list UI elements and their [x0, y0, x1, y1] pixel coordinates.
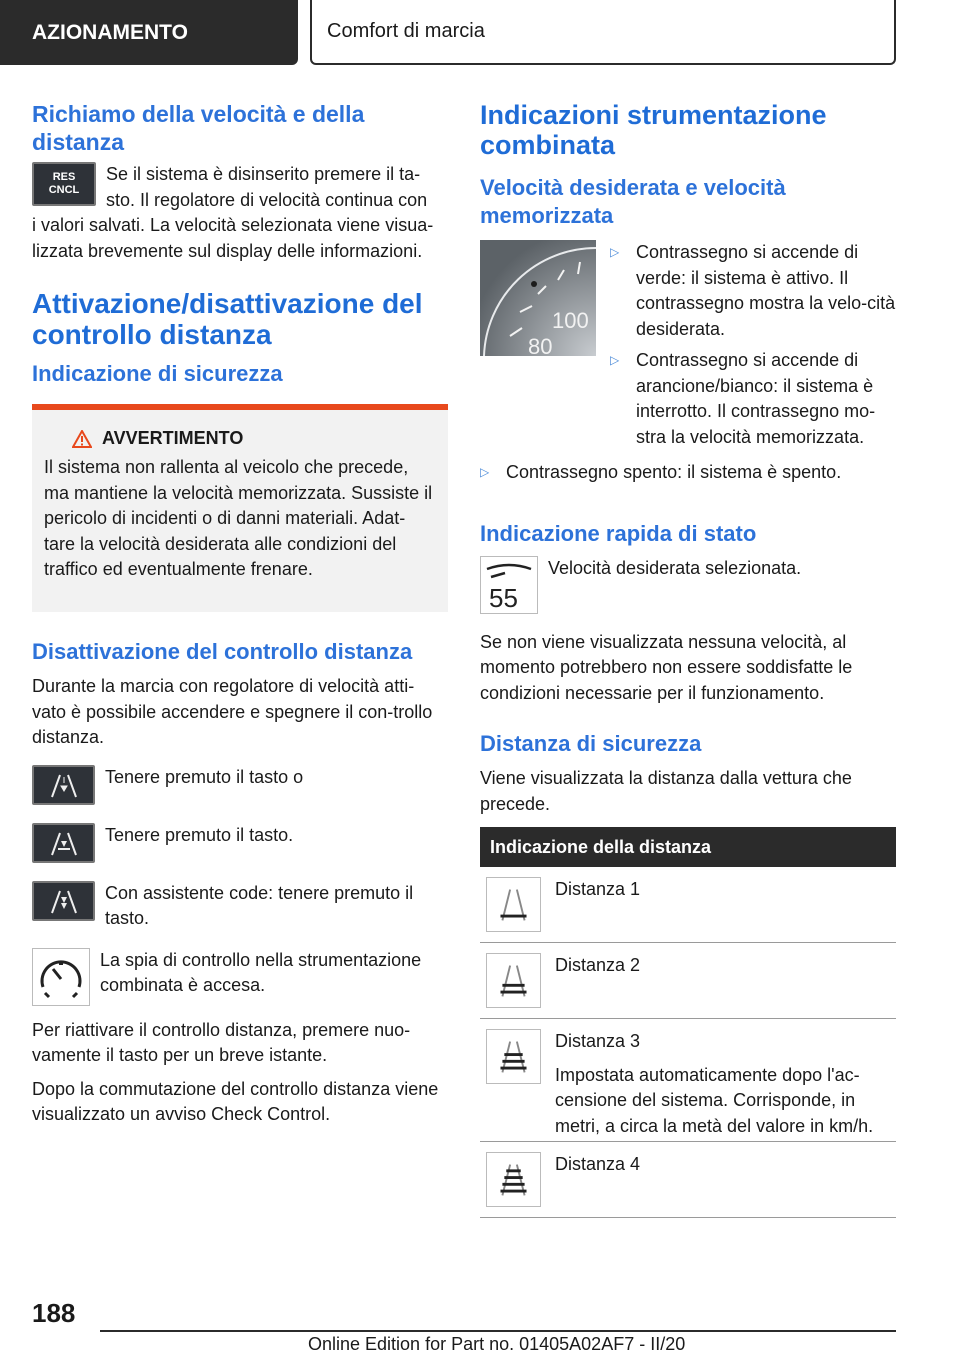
deactivate-heading: Disattivazione del controllo distanza	[32, 639, 413, 664]
quick-status-text: Velocità desiderata selezionata.	[548, 557, 802, 578]
page-number: 188	[32, 1298, 76, 1328]
distance-intro: Viene visualizzata la distanza dalla vettura che precede.	[480, 768, 852, 814]
footer-divider	[100, 1330, 896, 1332]
distance-control-indicator-icon	[32, 948, 90, 1006]
set-speed-indicator-icon	[480, 556, 538, 614]
section-tab: AZIONAMENTO	[0, 0, 298, 65]
distance-1-label: Distanza 1	[555, 879, 641, 899]
resume-cancel-button-icon	[32, 162, 96, 206]
recall-lead: Se il sistema è disinserito premere il ta-	[106, 164, 421, 184]
distance-3-icon	[486, 1029, 541, 1084]
recall-body: i valori salvati. La velocità selezionata viene visua-lizzata brevemente sul display delle informazioni.	[32, 215, 434, 261]
quick-status-note: Se non viene visualizzata nessuna velocità, al momento potrebbero non essere soddisfatte le condizioni necessarie per il funzionamento.	[480, 631, 853, 703]
cluster-heading: Indicazioni strumentazione combinata	[480, 100, 827, 160]
step-2-text: Tenere premuto il tasto.	[105, 824, 294, 845]
speed-heading: Velocità desiderata e velocità memorizzata	[480, 175, 786, 228]
cancel-label: CNCL	[48, 184, 80, 196]
distance-1-icon	[486, 877, 541, 932]
quick-status-heading: Indicazione rapida di stato	[480, 520, 757, 546]
distance-table-header: Indicazione della distanza	[480, 827, 896, 867]
bullet-triangle-icon: ▷	[480, 465, 490, 479]
step-1-text: Tenere premuto il tasto o	[105, 766, 304, 787]
quick-icon-number: 55	[489, 582, 518, 613]
gauge-section	[480, 240, 896, 450]
distance-4-label: Distanza 4	[555, 1154, 641, 1174]
bullet-triangle-icon: ▷	[610, 353, 620, 367]
page-header	[0, 0, 960, 65]
resume-row	[32, 162, 448, 213]
table-row	[480, 943, 896, 1019]
recall-heading: Richiamo della velocità e della distanza	[32, 101, 365, 155]
distance-2-label: Distanza 2	[555, 955, 641, 975]
step-3-text: Con assistente code: tenere premuto il tasto.	[105, 882, 414, 928]
resume-label: RES	[52, 171, 76, 183]
distance-table	[480, 827, 896, 1218]
table-row	[480, 1019, 896, 1142]
warning-triangle-icon	[72, 430, 92, 448]
edition-text: Online Edition for Part no. 01405A02AF7 - II/20	[308, 1334, 686, 1354]
chapter-tab: Comfort di marcia	[310, 0, 896, 65]
deactivate-intro: Durante la marcia con regolatore di velocità atti-vato è possibile accendere e spegnere il con-trollo distanza.	[32, 676, 433, 747]
bullet-off: ▷ Contrassegno spento: il sistema è spento.	[480, 460, 896, 486]
indicator-text: La spia di controllo nella strumentazione combinata è accesa.	[100, 949, 422, 995]
step-1	[32, 765, 448, 805]
indicator-row	[32, 948, 448, 1006]
distance-2-icon	[486, 953, 541, 1008]
toggle-heading: Attivazione/disattivazione del controllo distanza	[32, 288, 423, 350]
table-row	[480, 1142, 896, 1218]
check-control-text: Dopo la commutazione del controllo distanza viene visualizzato un avviso Check Control.	[32, 1078, 439, 1124]
distance-heading: Distanza di sicurezza	[480, 731, 702, 756]
step-3	[32, 881, 448, 932]
right-column	[480, 100, 896, 1218]
distance-button-alt-icon	[32, 823, 95, 863]
warning-label: AVVERTIMENTO	[102, 428, 244, 448]
bullet-orange: ▷ Contrassegno si accende di arancione/bianco: il sistema è interrotto. Il contrassegno mo-stra la velocità memorizzata.	[610, 348, 896, 450]
warning-box	[32, 404, 448, 612]
gauge-label-100: 100	[552, 308, 589, 333]
distance-3-note: Impostata automaticamente dopo l'ac-censione del sistema. Corrisponde, in metri, a circa la metà del valore in km/h.	[555, 1064, 874, 1136]
bullet-triangle-icon: ▷	[610, 245, 620, 259]
distance-button-icon	[32, 765, 95, 805]
quick-status-row	[480, 556, 896, 614]
left-column	[32, 100, 448, 1128]
warning-title	[72, 428, 434, 449]
bullet-green: ▷ Contrassegno si accende di verde: il sistema è attivo. Il contrassegno mostra la velo-cità desiderata.	[610, 240, 896, 342]
traffic-jam-assist-button-icon	[32, 881, 95, 921]
recall-lead-2: sto. Il regolatore di velocità continua con	[106, 189, 428, 210]
reactivate-text: Per riattivare il controllo distanza, premere nuo-vamente il tasto per un breve istante.	[32, 1019, 411, 1065]
distance-3-label: Distanza 3	[555, 1031, 641, 1051]
distance-4-icon	[486, 1152, 541, 1207]
gauge-label-80: 80	[528, 334, 553, 356]
warning-text: Il sistema non rallenta al veicolo che precede, ma mantiene la velocità memorizzata. Sussiste il pericolo di incidenti o di danni materiali. Adat-tare la velocità desiderata alle condizioni del traffico ed eventualmente frenare.	[44, 457, 433, 579]
step-2	[32, 823, 448, 863]
safety-heading: Indicazione di sicurezza	[32, 361, 283, 386]
table-row	[480, 867, 896, 943]
speedometer-image	[480, 240, 596, 356]
